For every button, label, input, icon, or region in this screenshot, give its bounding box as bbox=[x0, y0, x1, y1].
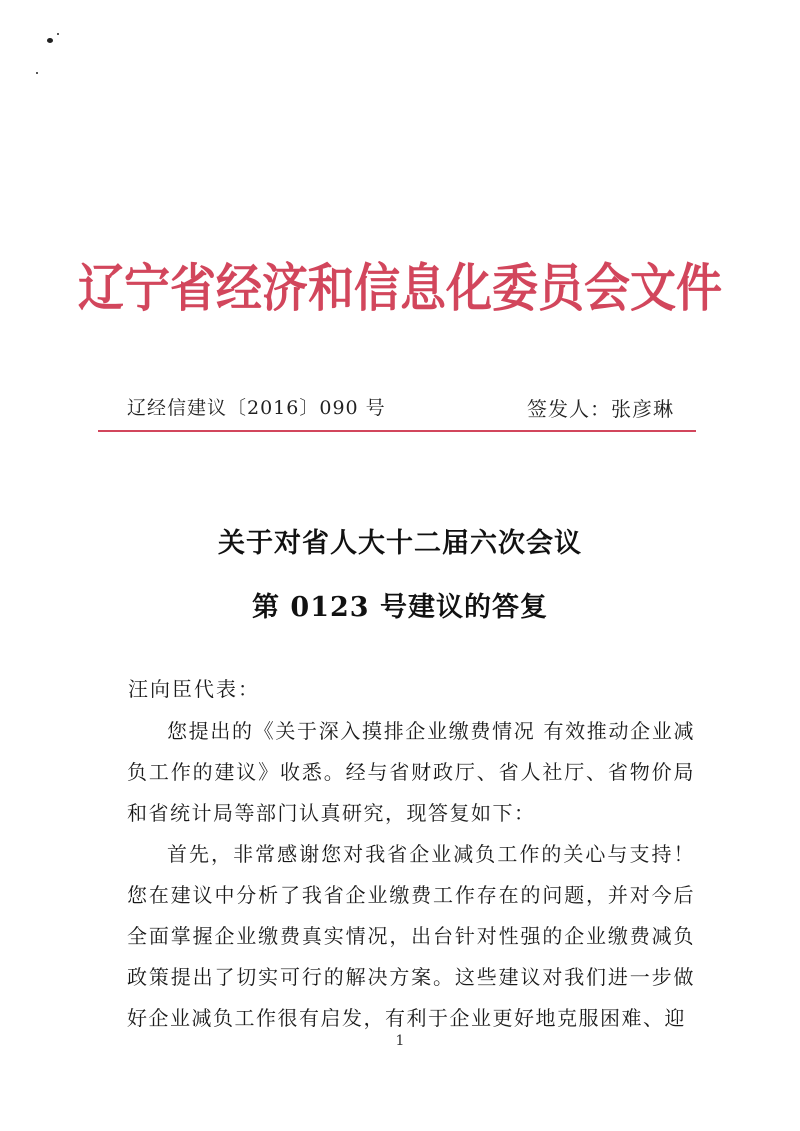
document-title-line-2: 第 0123 号建议的答复 bbox=[252, 592, 548, 623]
document-title-line-1: 关于对省人大十二届六次会议 bbox=[218, 528, 582, 559]
scan-speck bbox=[57, 33, 59, 35]
salutation: 汪向臣代表： bbox=[128, 677, 260, 701]
scan-speck bbox=[47, 38, 53, 43]
body-paragraph-2: 首先，非常感谢您对我省企业减负工作的关心与支持！您在建议中分析了我省企业缴费工作存在的问题，并对今后全面掌握企业缴费真实情况，出台针对性强的企业缴费减负政策提出了切实可行的解决方案。这些建议对我们进一步做好企业减负工作很有启发，有利于企业更好地克服困难、迎 bbox=[127, 842, 695, 1030]
masthead-divider bbox=[98, 430, 696, 432]
signer-label: 签发人：张彦琳 bbox=[527, 397, 674, 421]
body-paragraph-1: 您提出的《关于深入摸排企业缴费情况 有效推动企业减负工作的建议》收悉。经与省财政厅、省人社厅、省物价局和省统计局等部门认真研究，现答复如下： bbox=[127, 719, 695, 825]
page-number: 1 bbox=[395, 1033, 405, 1049]
scan-speck bbox=[36, 72, 38, 74]
document-masthead: 辽宁省经济和信息化委员会文件 bbox=[78, 258, 722, 319]
document-number: 辽经信建议〔2016〕090 号 bbox=[127, 397, 386, 419]
